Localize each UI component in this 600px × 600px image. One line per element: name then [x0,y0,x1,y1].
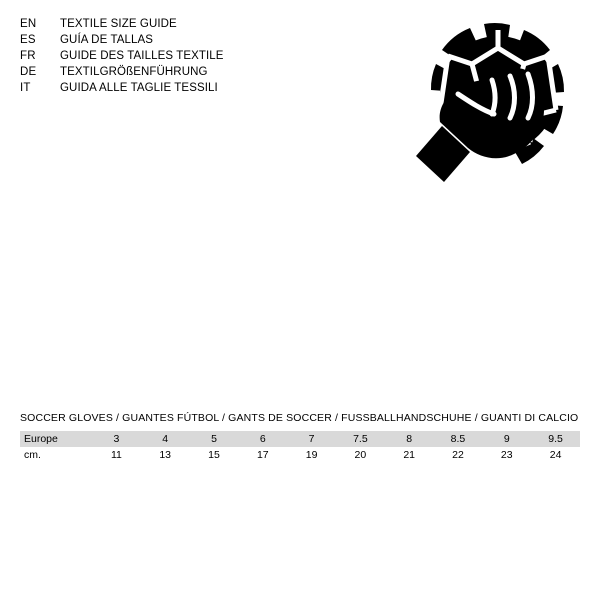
table-row [20,447,580,463]
table-cell: 13 [159,449,172,461]
size-table [20,431,580,463]
table-cell: 4 [162,433,169,445]
legend-language-text: GUÍA DE TALLAS [60,34,154,46]
table-cell: 7.5 [353,433,368,445]
language-legend [20,16,320,96]
table-cell: 8 [406,433,413,445]
table-cell: 17 [256,449,269,461]
row-label-cm: cm. [24,449,41,461]
legend-language-text: GUIDA ALLE TAGLIE TESSILI [60,82,218,94]
legend-language-text: TEXTILGRÖßENFÜHRUNG [60,66,208,78]
table-cell: 11 [110,449,122,461]
table-cell: 3 [113,433,120,445]
table-cell: 7 [308,433,315,445]
legend-row [20,64,320,80]
legend-language-text: TEXTILE SIZE GUIDE [60,18,177,30]
legend-language-code: ES [20,34,36,46]
table-cell: 5 [211,433,217,445]
legend-language-code: IT [20,82,31,94]
size-table-block [20,412,580,463]
table-cell: 15 [208,449,220,461]
table-cell: 6 [259,433,266,445]
table-cell: 24 [549,449,562,461]
legend-row [20,32,320,48]
legend-language-code: FR [20,50,36,62]
table-cell: 19 [305,449,318,461]
row-label-europe: Europe [24,433,58,445]
table-row [20,431,580,447]
legend-language-code: EN [20,18,37,30]
legend-language-text: GUIDE DES TAILLES TEXTILE [60,50,224,62]
table-cell: 23 [500,449,513,461]
legend-row [20,16,320,32]
table-cell: 8.5 [450,433,466,445]
table-cell: 21 [403,449,416,461]
legend-language-code: DE [20,66,37,78]
table-cell: 20 [354,449,367,461]
legend-row [20,80,320,96]
size-table-title: SOCCER GLOVES / GUANTES FÚTBOL / GANTS DE SOCCER / FUSSBALLHANDSCHUHE / GUANTI DI CALCIO [20,412,579,424]
table-cell: 9 [503,433,510,445]
table-cell: 22 [452,449,464,461]
table-cell: 9.5 [548,433,563,445]
goalkeeper-glove-and-ball-icon [398,6,588,196]
legend-row [20,48,320,64]
